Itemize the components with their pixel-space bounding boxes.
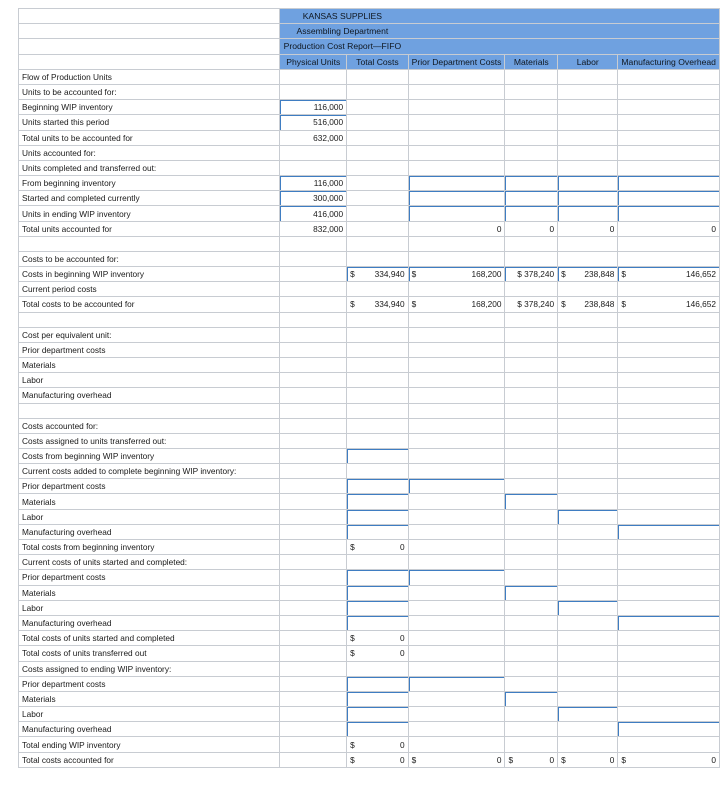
table-row bbox=[19, 282, 720, 297]
e-materials-total-input[interactable] bbox=[347, 691, 409, 706]
added-overhead-total-input[interactable] bbox=[347, 524, 409, 539]
e-prior-total-input[interactable] bbox=[347, 676, 409, 691]
currency-symbol: $ bbox=[350, 648, 355, 659]
sc-prior-input[interactable] bbox=[408, 570, 505, 585]
sc-materials-input[interactable] bbox=[505, 585, 558, 600]
beg-materials-cost-input[interactable]: $ 378,240 bbox=[505, 267, 558, 282]
cell-value: 334,940 bbox=[374, 299, 405, 310]
ta-labor-cell bbox=[558, 752, 618, 767]
company-name: KANSAS SUPPLIES bbox=[302, 11, 383, 22]
eu-materials-from-beg-input[interactable] bbox=[505, 176, 558, 191]
eu-prior-ending-input[interactable] bbox=[408, 206, 505, 221]
added-labor-total-input[interactable] bbox=[347, 509, 409, 524]
row-label: Total costs to be accounted for bbox=[19, 297, 280, 312]
e-overhead-input[interactable] bbox=[618, 722, 720, 737]
cell-value: 334,940 bbox=[374, 269, 405, 280]
added-materials-input[interactable] bbox=[505, 494, 558, 509]
currency-symbol: $ bbox=[411, 299, 417, 310]
from-beg-units-input[interactable]: 116,000 bbox=[280, 176, 347, 191]
row-label: Current costs of units started and completed: bbox=[19, 555, 280, 570]
row-label: Manufacturing overhead bbox=[19, 388, 280, 403]
table-row bbox=[19, 722, 720, 737]
row-label: Started and completed currently bbox=[19, 191, 280, 206]
table-row bbox=[19, 130, 720, 145]
currency-symbol: $ bbox=[561, 299, 566, 310]
currency-symbol: $ bbox=[350, 299, 355, 310]
units-heading: Flow of Production Units bbox=[19, 69, 280, 84]
table-row bbox=[19, 373, 720, 388]
beg-wip-units-input[interactable]: 116,000 bbox=[280, 100, 347, 115]
row-label: Costs from beginning WIP inventory bbox=[19, 448, 280, 463]
cell-value: 0 bbox=[496, 754, 502, 765]
table-row bbox=[19, 251, 720, 266]
table-row bbox=[19, 267, 720, 282]
row-label: Costs assigned to ending WIP inventory: bbox=[19, 661, 280, 676]
cell-value: 0 bbox=[549, 754, 555, 765]
table-row bbox=[19, 115, 720, 130]
table-row bbox=[19, 646, 720, 661]
table-row bbox=[19, 494, 720, 509]
beg-overhead-cost-input[interactable] bbox=[618, 267, 720, 282]
row-label: From beginning inventory bbox=[19, 176, 280, 191]
cell-value: 0 bbox=[400, 542, 405, 553]
total-transferred-cell bbox=[347, 646, 409, 661]
table-row bbox=[19, 661, 720, 676]
ta-overhead-cell bbox=[618, 752, 720, 767]
row-label: Materials bbox=[19, 585, 280, 600]
cell-value: 0 bbox=[400, 633, 405, 644]
table-row bbox=[19, 176, 720, 191]
ta-total-cell bbox=[347, 752, 409, 767]
table-row bbox=[19, 69, 720, 84]
cell-value: 0 bbox=[609, 754, 615, 765]
currency-symbol: $ bbox=[350, 739, 355, 750]
row-label: Total units accounted for bbox=[19, 221, 280, 236]
added-prior-total-input[interactable] bbox=[347, 479, 409, 494]
started-completed-units-input[interactable]: 300,000 bbox=[280, 191, 347, 206]
added-materials-total-input[interactable] bbox=[347, 494, 409, 509]
table-row bbox=[19, 524, 720, 539]
started-units-input[interactable]: 516,000 bbox=[280, 115, 347, 130]
eu-overhead-total: 0 bbox=[618, 221, 720, 236]
row-label: Total ending WIP inventory bbox=[19, 737, 280, 752]
cell-value: 238,848 bbox=[584, 299, 615, 310]
row-label: Costs in beginning WIP inventory bbox=[19, 267, 280, 282]
row-label: Total costs from beginning inventory bbox=[19, 540, 280, 555]
cpeu-prior-input[interactable] bbox=[408, 342, 505, 357]
eu-overhead-from-beg-input[interactable] bbox=[618, 176, 720, 191]
table-row bbox=[19, 509, 720, 524]
eu-labor-total: 0 bbox=[558, 221, 618, 236]
eu-materials-started-input[interactable] bbox=[505, 191, 558, 206]
total-overhead-cell bbox=[618, 297, 720, 312]
currency-symbol: $ bbox=[621, 754, 626, 765]
row-label: Labor bbox=[19, 509, 280, 524]
total-materials-cell: $ 378,240 bbox=[505, 297, 558, 312]
currency-symbol: $ bbox=[561, 754, 566, 765]
added-overhead-input[interactable] bbox=[618, 524, 720, 539]
report-title: Production Cost Report—FIFO bbox=[283, 41, 402, 52]
cell-value: 146,652 bbox=[686, 269, 716, 280]
total-units-to-account: 632,000 bbox=[280, 130, 347, 145]
table-row bbox=[19, 191, 720, 206]
cell-value: 168,200 bbox=[471, 299, 502, 310]
row-label: Prior department costs bbox=[19, 570, 280, 585]
total-units-accounted: 832,000 bbox=[280, 221, 347, 236]
table-row bbox=[19, 615, 720, 630]
eu-prior-from-beg-input[interactable] bbox=[408, 176, 505, 191]
e-overhead-total-input[interactable] bbox=[347, 722, 409, 737]
added-labor-input[interactable] bbox=[558, 509, 618, 524]
cell-value: 146,652 bbox=[686, 299, 716, 310]
sc-overhead-input[interactable] bbox=[618, 615, 720, 630]
ta-materials-cell bbox=[505, 752, 558, 767]
row-label: Prior department costs bbox=[19, 676, 280, 691]
row-label: Total costs accounted for bbox=[19, 752, 280, 767]
row-label: Current costs added to complete beginning WIP inventory: bbox=[19, 464, 280, 479]
eu-overhead-started-input[interactable] bbox=[618, 191, 720, 206]
table-row bbox=[19, 100, 720, 115]
eu-labor-from-beg-input[interactable] bbox=[558, 176, 618, 191]
total-labor-cell bbox=[558, 297, 618, 312]
row-label: Beginning WIP inventory bbox=[19, 100, 280, 115]
e-prior-input[interactable] bbox=[408, 676, 505, 691]
total-started-cell bbox=[347, 631, 409, 646]
table-row bbox=[19, 206, 720, 221]
currency-symbol: $ bbox=[561, 269, 566, 280]
table-row bbox=[19, 570, 720, 585]
cell-value: 0 bbox=[400, 648, 405, 659]
currency-symbol: $ bbox=[350, 269, 355, 280]
eu-labor-ending-input[interactable] bbox=[558, 206, 618, 221]
total-prior-cell bbox=[408, 297, 505, 312]
row-label: Costs assigned to units transferred out: bbox=[19, 433, 280, 448]
total-cost-cell bbox=[347, 297, 409, 312]
eu-materials-total: 0 bbox=[505, 221, 558, 236]
table-row bbox=[19, 585, 720, 600]
cell-value: 0 bbox=[400, 754, 405, 765]
eu-prior-total: 0 bbox=[408, 221, 505, 236]
costs-heading: Costs to be accounted for: bbox=[19, 251, 280, 266]
table-row bbox=[19, 752, 720, 767]
col-materials: Materials bbox=[505, 54, 558, 69]
cpeu-heading: Cost per equivalent unit: bbox=[19, 327, 280, 342]
col-physical-units: Physical Units bbox=[280, 54, 347, 69]
table-row bbox=[19, 145, 720, 160]
e-labor-total-input[interactable] bbox=[347, 707, 409, 722]
sc-materials-total-input[interactable] bbox=[347, 585, 409, 600]
table-row bbox=[19, 221, 720, 236]
eu-overhead-ending-input[interactable] bbox=[618, 206, 720, 221]
currency-symbol: $ bbox=[508, 754, 514, 765]
row-label: Units in ending WIP inventory bbox=[19, 206, 280, 221]
sc-labor-input[interactable] bbox=[558, 600, 618, 615]
col-total-costs: Total Costs bbox=[347, 54, 409, 69]
row-label: Manufacturing overhead bbox=[19, 615, 280, 630]
sc-prior-total-input[interactable] bbox=[347, 570, 409, 585]
table-row bbox=[19, 388, 720, 403]
beg-labor-cost-input[interactable] bbox=[558, 267, 618, 282]
row-label: Prior department costs bbox=[19, 342, 280, 357]
row-label: Materials bbox=[19, 691, 280, 706]
eu-materials-ending-input[interactable] bbox=[505, 206, 558, 221]
row-label: Materials bbox=[19, 494, 280, 509]
table-row bbox=[19, 433, 720, 448]
costs-from-beg-input[interactable] bbox=[347, 448, 409, 463]
table-row bbox=[19, 691, 720, 706]
row-label: Total costs of units transferred out bbox=[19, 646, 280, 661]
table-row bbox=[19, 418, 720, 433]
table-row bbox=[19, 464, 720, 479]
row-label: Current period costs bbox=[19, 282, 280, 297]
total-from-beg-cell bbox=[347, 540, 409, 555]
row-label: Units to be accounted for: bbox=[19, 84, 280, 99]
row-label: Units started this period bbox=[19, 115, 280, 130]
table-row bbox=[19, 160, 720, 175]
row-label: Prior department costs bbox=[19, 479, 280, 494]
cpeu-labor-input[interactable] bbox=[558, 373, 618, 388]
eu-labor-started-input[interactable] bbox=[558, 191, 618, 206]
row-label: Materials bbox=[19, 357, 280, 372]
row-label: Total costs of units started and completed bbox=[19, 631, 280, 646]
row-label: Labor bbox=[19, 373, 280, 388]
table-row bbox=[19, 342, 720, 357]
row-label: Labor bbox=[19, 707, 280, 722]
table-row bbox=[19, 357, 720, 372]
table-row bbox=[19, 555, 720, 570]
table-row bbox=[19, 448, 720, 463]
currency-symbol: $ bbox=[350, 633, 355, 644]
cell-value: 0 bbox=[400, 739, 405, 750]
ta-prior-cell bbox=[408, 752, 505, 767]
table-row bbox=[19, 540, 720, 555]
ending-wip-units-input[interactable]: 416,000 bbox=[280, 206, 347, 221]
added-prior-input[interactable] bbox=[408, 479, 505, 494]
row-label: Manufacturing overhead bbox=[19, 524, 280, 539]
department-name: Assembling Department bbox=[296, 26, 389, 37]
cell-value: 238,848 bbox=[584, 269, 615, 280]
row-label: Labor bbox=[19, 600, 280, 615]
table-row bbox=[19, 297, 720, 312]
currency-symbol: $ bbox=[621, 299, 626, 310]
sc-labor-total-input[interactable] bbox=[347, 600, 409, 615]
currency-symbol: $ bbox=[411, 754, 417, 765]
col-labor: Labor bbox=[558, 54, 618, 69]
production-cost-report bbox=[18, 8, 720, 768]
currency-symbol: $ bbox=[411, 269, 417, 280]
table-row bbox=[19, 676, 720, 691]
table-row bbox=[19, 600, 720, 615]
col-overhead: Manufacturing Overhead bbox=[618, 54, 720, 69]
table-row bbox=[19, 707, 720, 722]
sc-overhead-total-input[interactable] bbox=[347, 615, 409, 630]
cell-value: 168,200 bbox=[471, 269, 502, 280]
row-label: Units completed and transferred out: bbox=[19, 160, 280, 175]
eu-prior-started-input[interactable] bbox=[408, 191, 505, 206]
e-labor-input[interactable] bbox=[558, 707, 618, 722]
assigned-heading: Costs accounted for: bbox=[19, 418, 280, 433]
table-row bbox=[19, 631, 720, 646]
col-prior-department: Prior Department Costs bbox=[408, 54, 505, 69]
currency-symbol: $ bbox=[621, 269, 626, 280]
beg-prior-cost-input[interactable] bbox=[408, 267, 505, 282]
row-label: Manufacturing overhead bbox=[19, 722, 280, 737]
table-row bbox=[19, 737, 720, 752]
total-ending-cell bbox=[347, 737, 409, 752]
cpeu-materials-input[interactable] bbox=[505, 357, 558, 372]
currency-symbol: $ bbox=[350, 542, 355, 553]
e-materials-input[interactable] bbox=[505, 691, 558, 706]
table-row bbox=[19, 479, 720, 494]
table-row bbox=[19, 84, 720, 99]
currency-symbol: $ bbox=[350, 754, 355, 765]
row-label: Total units to be accounted for bbox=[19, 130, 280, 145]
beg-total-cost-input[interactable] bbox=[347, 267, 409, 282]
table-row bbox=[19, 327, 720, 342]
cell-value: 0 bbox=[711, 754, 716, 765]
cpeu-overhead-input[interactable] bbox=[618, 388, 720, 403]
row-label: Units accounted for: bbox=[19, 145, 280, 160]
